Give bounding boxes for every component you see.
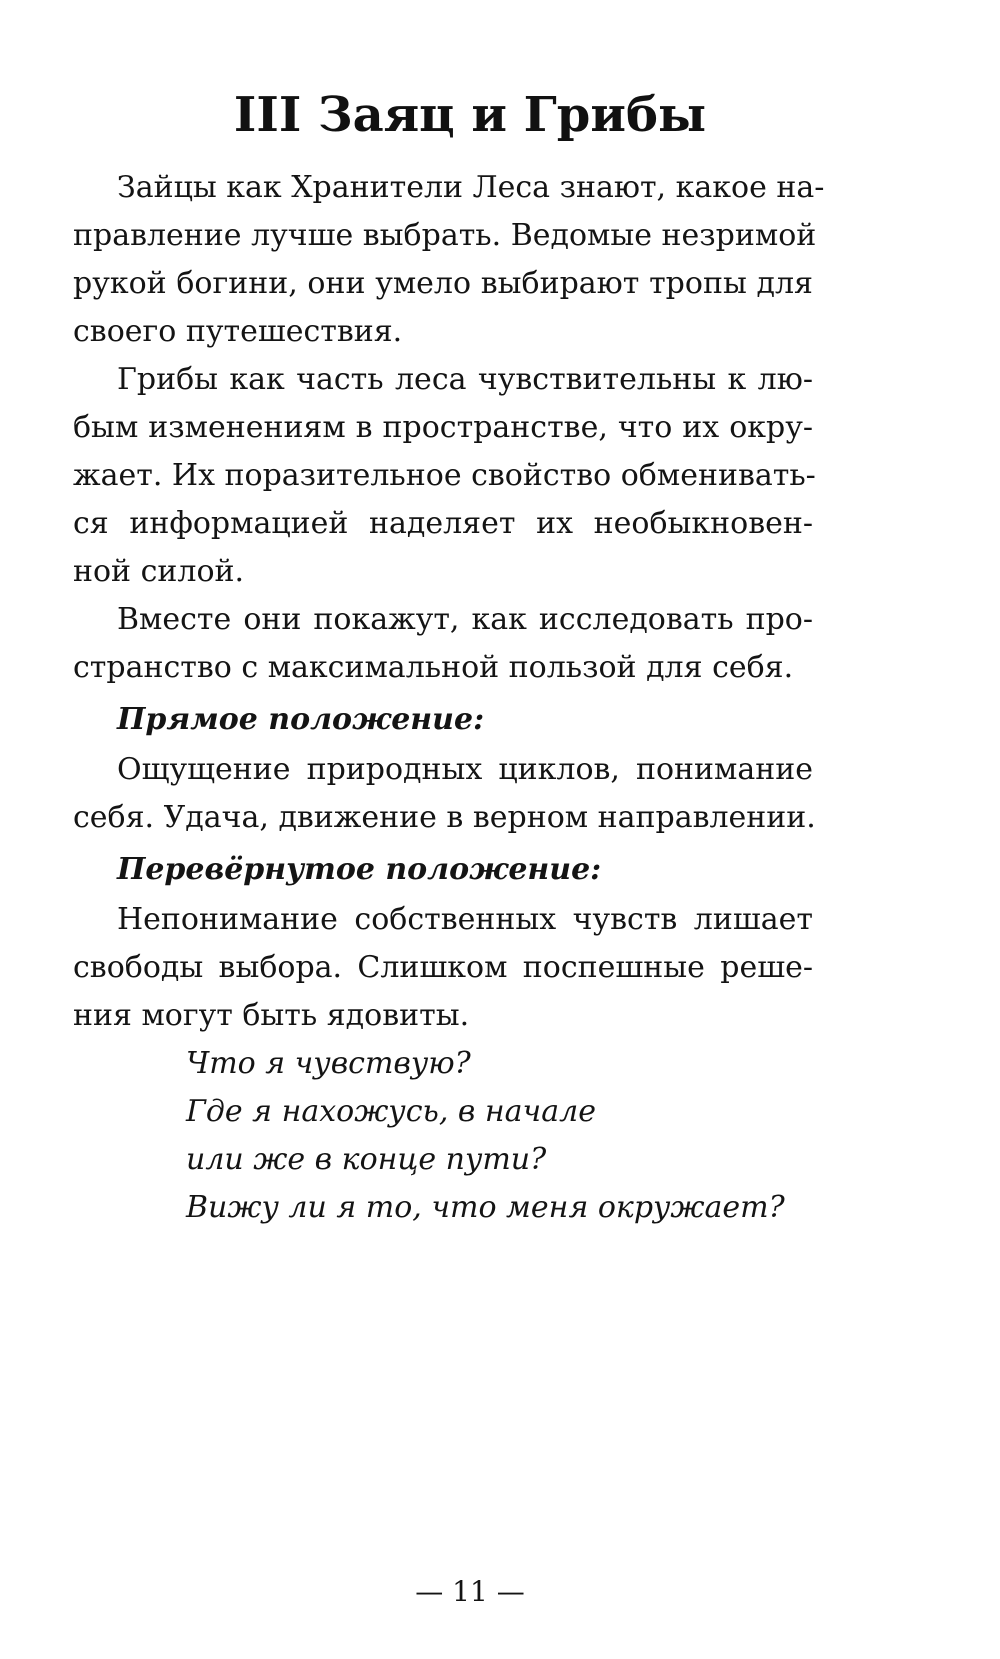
reversed-line-2: свободы выбора. Слишком поспешные реше- bbox=[73, 950, 813, 985]
paragraph-1-line-2: правление лучше выбрать. Ведомые незримой bbox=[73, 218, 817, 253]
page-number: — 11 — bbox=[415, 1575, 525, 1608]
verse-line-1: Что я чувствую? bbox=[186, 1046, 471, 1081]
reversed-heading: Перевёрнутое положение: bbox=[117, 852, 602, 887]
paragraph-2-line-1: Грибы как часть леса чувствительны к лю- bbox=[117, 362, 813, 397]
verse-line-2: Где я нахожусь, в начале bbox=[186, 1094, 596, 1129]
verse-line-3: или же в конце пути? bbox=[186, 1142, 547, 1177]
paragraph-2-line-2: бым изменениям в пространстве, что их окру- bbox=[73, 410, 813, 445]
reversed-line-3: ния могут быть ядовиты. bbox=[73, 998, 470, 1033]
verse-line-4: Вижу ли я то, что меня окружает? bbox=[186, 1190, 785, 1225]
upright-line-2: себя. Удача, движение в верном направлении. bbox=[73, 800, 816, 835]
paragraph-1-line-4: своего путешествия. bbox=[73, 314, 403, 349]
paragraph-1-line-1: Зайцы как Хранители Леса знают, какое на- bbox=[117, 170, 825, 205]
reversed-line-1: Непонимание собственных чувств лишает bbox=[117, 902, 813, 937]
upright-heading: Прямое положение: bbox=[117, 702, 485, 737]
paragraph-1-line-3: рукой богини, они умело выбирают тропы для bbox=[73, 266, 813, 301]
upright-line-1: Ощущение природных циклов, понимание bbox=[117, 752, 813, 787]
chapter-title: III Заяц и Грибы bbox=[233, 87, 707, 143]
paragraph-3-line-2: странство с максимальной пользой для себя. bbox=[73, 650, 794, 685]
paragraph-3-line-1: Вместе они покажут, как исследовать про- bbox=[117, 602, 813, 637]
paragraph-2-line-4: ся информацией наделяет их необыкновен- bbox=[73, 506, 813, 541]
paragraph-2-line-3: жает. Их поразительное свойство обменивать- bbox=[73, 458, 816, 493]
paragraph-2-line-5: ной силой. bbox=[73, 554, 245, 589]
